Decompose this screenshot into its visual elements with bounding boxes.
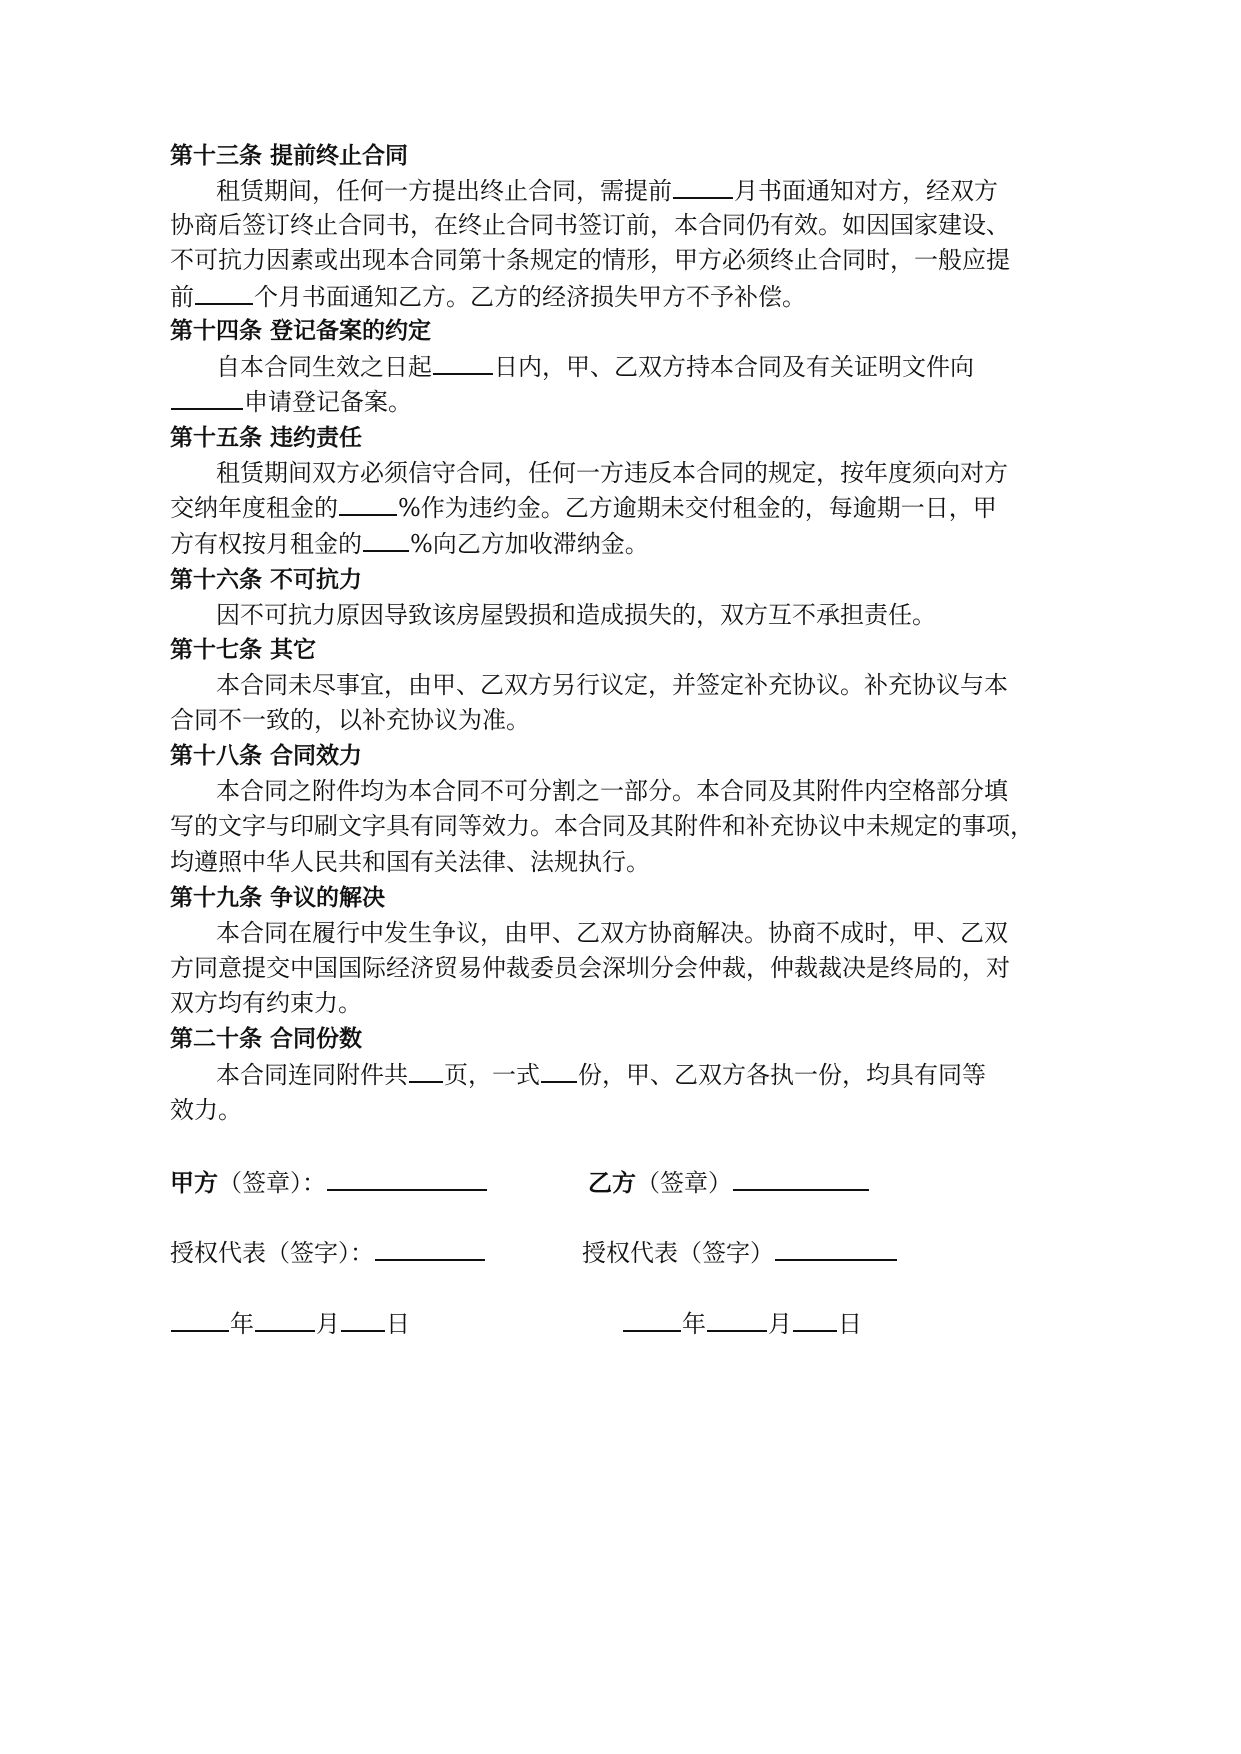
year-label: 年 [682, 1310, 706, 1338]
party-b-rep-field[interactable] [775, 1237, 897, 1261]
article-15-line-3 [170, 526, 649, 562]
party-a-signature-field[interactable] [327, 1167, 487, 1191]
article-13-line-3: 不可抗力因素或出现本合同第十条规定的情形，甲方必须终止合同时，一般应提 [170, 246, 1010, 274]
blank-penalty-percent[interactable] [339, 492, 397, 516]
article-18-title: 第十八条 合同效力 [170, 743, 363, 769]
party-a-day-field[interactable] [341, 1308, 385, 1332]
party-b-signature-field[interactable] [733, 1167, 869, 1191]
text: 前 [170, 283, 194, 311]
article-18-line-1: 本合同之附件均为本合同不可分割之一部分。本合同及其附件内空格部分填 [216, 777, 1008, 805]
text: 租赁期间，任何一方提出终止合同，需提前 [216, 177, 672, 205]
article-17-line-1: 本合同未尽事宜，由甲、乙双方另行议定，并签定补充协议。补充协议与本 [216, 671, 1008, 699]
party-b-month-field[interactable] [707, 1308, 767, 1332]
article-20-line-1 [216, 1057, 986, 1093]
article-20-title: 第二十条 合同份数 [170, 1026, 363, 1052]
article-17-title: 第十七条 其它 [170, 637, 317, 663]
article-18-line-3: 均遵照中华人民共和国有关法律、法规执行。 [170, 848, 650, 876]
article-16-title: 第十六条 不可抗力 [170, 567, 363, 593]
blank-page-count[interactable] [409, 1059, 443, 1083]
text: 申请登记备案。 [244, 388, 412, 416]
party-b-label: 乙方 [588, 1169, 636, 1197]
day-label: 日 [838, 1310, 862, 1338]
text: 个月书面通知乙方。乙方的经济损失甲方不予补偿。 [254, 283, 806, 311]
blank-notice-months[interactable] [673, 175, 733, 199]
text: 份，甲、乙双方各执一份，均具有同等 [578, 1061, 986, 1089]
month-label: 月 [768, 1310, 792, 1338]
article-14-line-1 [216, 349, 974, 385]
blank-registration-authority[interactable] [171, 386, 243, 410]
month-label: 月 [316, 1310, 340, 1338]
party-a-signature-row [170, 1165, 488, 1201]
article-20-line-2: 效力。 [170, 1096, 242, 1124]
text: 交纳年度租金的 [170, 494, 338, 522]
article-14-line-2 [170, 384, 412, 420]
year-label: 年 [230, 1310, 254, 1338]
party-a-rep-label: 授权代表（签字）： [170, 1239, 374, 1267]
text: 本合同连同附件共 [216, 1061, 408, 1089]
party-a-seal-label: （签章）： [218, 1169, 326, 1197]
text: 方有权按月租金的 [170, 530, 362, 558]
party-a-rep-row [170, 1235, 486, 1271]
text: 月书面通知对方，经双方 [734, 177, 998, 205]
party-b-rep-label: 授权代表（签字） [582, 1239, 774, 1267]
party-a-rep-field[interactable] [375, 1237, 485, 1261]
text: 日内，甲、乙双方持本合同及有关证明文件向 [494, 353, 974, 381]
article-19-title: 第十九条 争议的解决 [170, 885, 386, 911]
party-b-seal-label: （签章） [636, 1169, 732, 1197]
article-16-line-1: 因不可抗力原因导致该房屋毁损和造成损失的，双方互不承担责任。 [216, 601, 936, 629]
blank-copy-count[interactable] [541, 1059, 577, 1083]
article-19-line-3: 双方均有约束力。 [170, 989, 362, 1017]
party-a-month-field[interactable] [255, 1308, 315, 1332]
party-b-date-row [622, 1306, 862, 1342]
article-13-line-4 [170, 279, 806, 315]
party-b-rep-row [582, 1235, 898, 1271]
article-19-line-1: 本合同在履行中发生争议，由甲、乙双方协商解决。协商不成时，甲、乙双 [216, 919, 1008, 947]
text: 自本合同生效之日起 [216, 353, 432, 381]
text: 页，一式 [444, 1061, 540, 1089]
party-a-label: 甲方 [170, 1169, 218, 1197]
party-a-date-row [170, 1306, 410, 1342]
article-18-line-2: 写的文字与印刷文字具有同等效力。本合同及其附件和补充协议中未规定的事项， [170, 812, 1034, 840]
article-19-line-2: 方同意提交中国国际经济贸易仲裁委员会深圳分会仲裁，仲裁裁决是终局的，对 [170, 954, 1010, 982]
party-b-signature-row [588, 1165, 870, 1201]
article-17-line-2: 合同不一致的，以补充协议为准。 [170, 706, 530, 734]
article-15-line-1: 租赁期间双方必须信守合同，任何一方违反本合同的规定，按年度须向对方 [216, 459, 1008, 487]
blank-termination-months[interactable] [195, 281, 253, 305]
day-label: 日 [386, 1310, 410, 1338]
article-13-line-2: 协商后签订终止合同书，在终止合同书签订前，本合同仍有效。如因国家建设、 [170, 211, 1010, 239]
party-b-day-field[interactable] [793, 1308, 837, 1332]
blank-late-fee-percent[interactable] [363, 528, 409, 552]
article-13-line-1 [216, 173, 998, 209]
party-a-year-field[interactable] [171, 1308, 229, 1332]
article-15-title: 第十五条 违约责任 [170, 425, 363, 451]
article-14-title: 第十四条 登记备案的约定 [170, 318, 432, 344]
text: %向乙方加收滞纳金。 [410, 530, 649, 558]
text: %作为违约金。乙方逾期未交付租金的，每逾期一日，甲 [398, 494, 997, 522]
article-15-line-2 [170, 490, 997, 526]
party-b-year-field[interactable] [623, 1308, 681, 1332]
article-13-title: 第十三条 提前终止合同 [170, 143, 409, 169]
blank-registration-days[interactable] [433, 351, 493, 375]
